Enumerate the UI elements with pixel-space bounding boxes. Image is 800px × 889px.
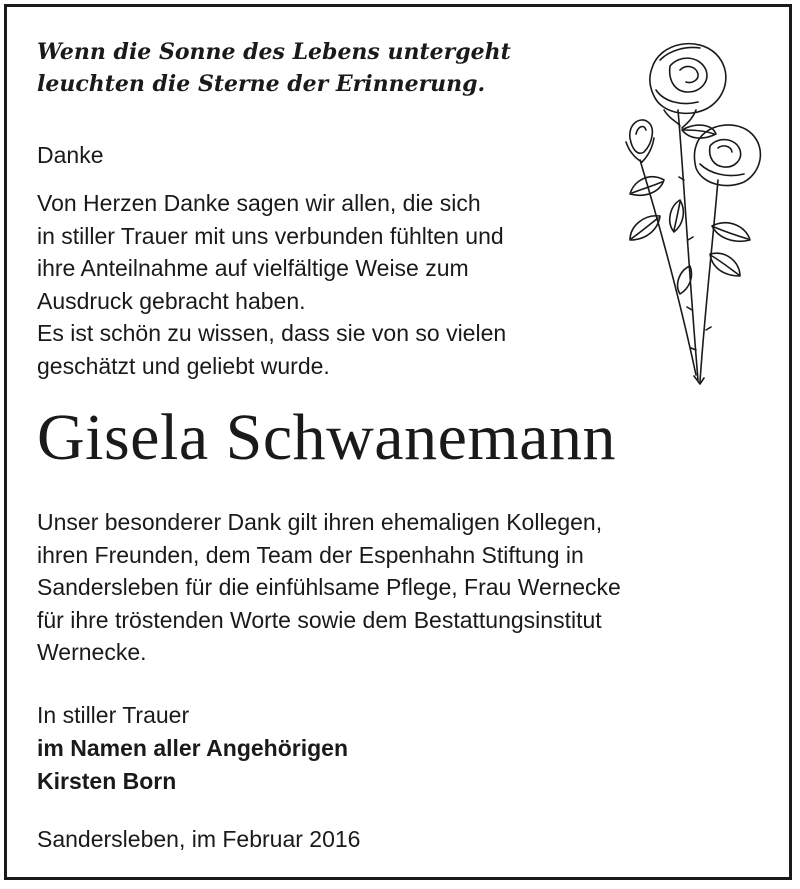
paragraph-line: ihren Freunden, dem Team der Espenhahn Stiftung in xyxy=(37,541,584,568)
signature-intro: In stiller Trauer xyxy=(37,702,190,728)
paragraph-line: Wernecke. xyxy=(37,639,147,665)
special-thanks-paragraph xyxy=(37,506,621,669)
motto-line: Wenn die Sonne des Lebens untergeht xyxy=(37,39,511,65)
place-and-date: Sandersleben, im Februar 2016 xyxy=(37,826,361,852)
paragraph-line: geschätzt und geliebt wurde. xyxy=(37,352,330,379)
signature-family: im Namen aller Angehörigen xyxy=(37,735,348,761)
motto-line: leuchten die Sterne der Erinnerung. xyxy=(37,71,486,97)
rose-bouquet-icon xyxy=(600,30,780,390)
paragraph-line: in stiller Trauer mit uns verbunden fühlten und xyxy=(37,222,504,249)
thanks-heading: Danke xyxy=(37,142,104,168)
paragraph-line: Unser besonderer Dank gilt ihren ehemaligen Kollegen, xyxy=(37,509,603,535)
paragraph-line: Ausdruck gebracht haben. xyxy=(37,287,306,314)
signature-name: Kirsten Born xyxy=(37,768,177,794)
deceased-name: Gisela Schwanemann xyxy=(37,401,616,474)
signature-block xyxy=(37,699,348,798)
thanks-paragraph xyxy=(37,187,506,382)
motto-quote xyxy=(37,36,511,100)
paragraph-line: Von Herzen Danke sagen wir allen, die sich xyxy=(37,190,481,216)
paragraph-line: Sandersleben für die einfühlsame Pflege, Frau Wernecke xyxy=(37,574,621,600)
paragraph-line: für ihre tröstenden Worte sowie dem Bestattungsinstitut xyxy=(37,606,602,633)
paragraph-line: Es ist schön zu wissen, dass sie von so vielen xyxy=(37,320,507,346)
paragraph-line: ihre Anteilnahme auf vielfältige Weise zum xyxy=(37,255,469,281)
